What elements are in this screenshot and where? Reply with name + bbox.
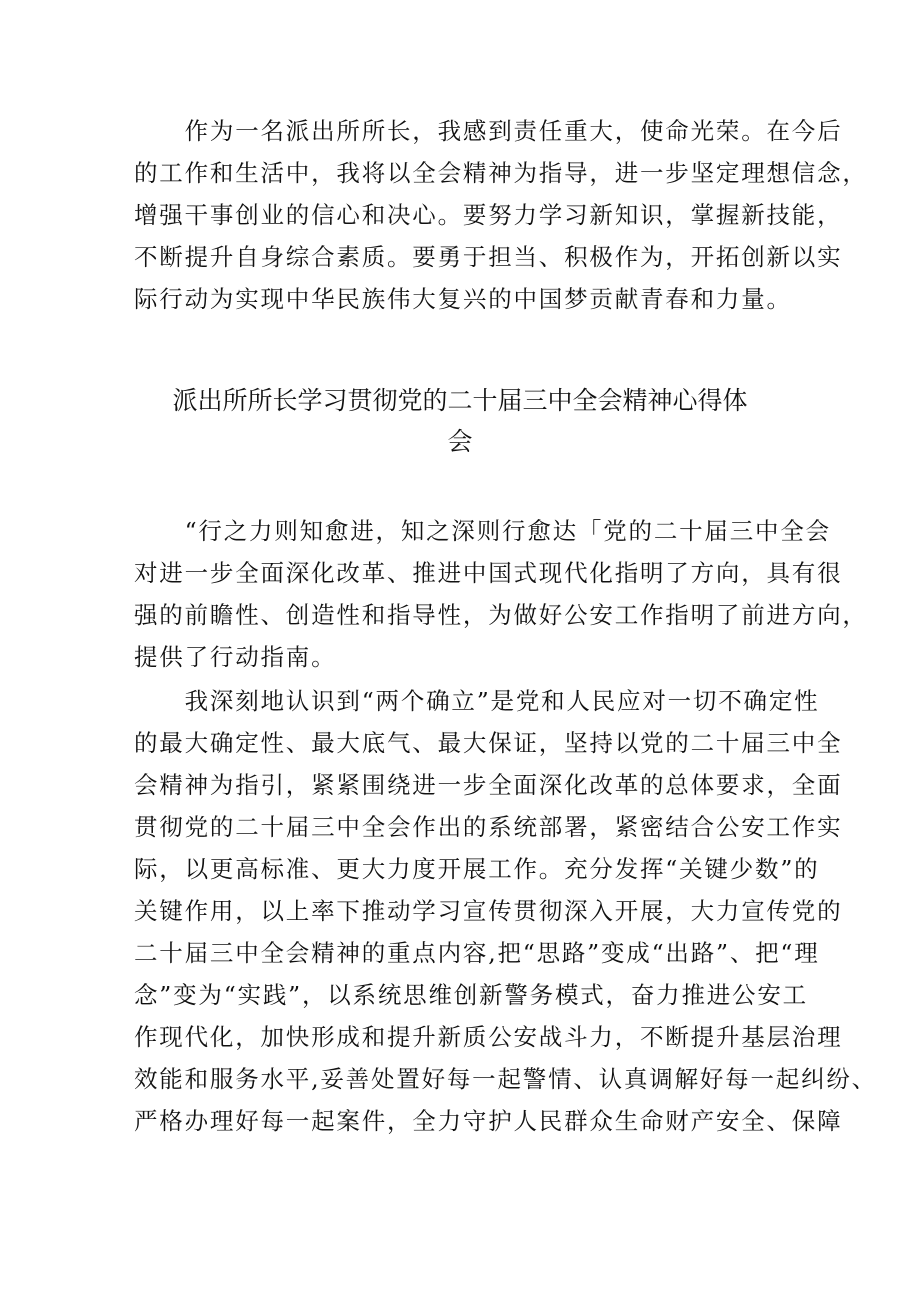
paragraph-3-line-1: 我深刻地认识到“两个确立”是党和人民应对一切不确定性 [134,687,820,715]
paragraph-3-line-8: 念”变为“实践”，以系统思维创新警务模式，奋力推进公安工 [134,981,808,1009]
paragraph-1-line-3: 增强干事创业的信心和决心。要努力学习新知识，掌握新技能， [134,201,843,229]
paragraph-3-line-5: 际，以更高标准、更大力度开展工作。充分发挥“关键少数”的 [134,855,820,883]
paragraph-1-line-2: 的工作和生活中，我将以全会精神为指导，进一步坚定理想信念， [134,159,868,187]
paragraph-1-line-4: 不断提升自身综合素质。要勇于担当、积极作为，开拓创新以实 [134,243,843,271]
paragraph-2-line-3: 强的前瞻性、创造性和指导性，为做好公安工作指明了前进方向， [134,601,868,629]
paragraph-2-line-4: 提供了行动指南。 [134,643,337,671]
article-title-line-2: 会 [447,427,473,456]
paragraph-3-line-4: 贯彻党的二十届三中全会作出的系统部署，紧密结合公安工作实 [134,813,843,841]
paragraph-3-line-6: 关键作用，以上率下推动学习宣传贯彻深入开展，大力宣传党的 [134,897,843,925]
paragraph-3-line-11: 严格办理好每一起案件，全力守护人民群众生命财产安全、保障 [134,1107,843,1135]
article-title-line-1: 派出所所长学习贯彻党的二十届三中全会精神心得体 [172,386,748,415]
paragraph-2-line-1: “行之力则知愈进，知之深则行愈达「党的二十届三中全会 [134,517,831,545]
paragraph-3-line-7: 二十届三中全会精神的重点内容,把“思路”变成“出路”、把“理 [134,939,820,967]
paragraph-1-line-1: 作为一名派出所所长，我感到责任重大，使命光荣。在今后 [134,117,843,145]
paragraph-3-line-2: 的最大确定性、最大底气、最大保证，坚持以党的二十届三中全 [134,729,843,757]
paragraph-3-line-10: 效能和服务水平,妥善处置好每一起警情、认真调解好每一起纠纷、 [134,1065,877,1093]
paragraph-3-line-9: 作现代化，加快形成和提升新质公安战斗力，不断提升基层治理 [134,1023,843,1051]
paragraph-3-line-3: 会精神为指引，紧紧围绕进一步全面深化改革的总体要求，全面 [134,771,843,799]
paragraph-1-line-5: 际行动为实现中华民族伟大复兴的中国梦贡献青春和力量。 [134,285,792,313]
paragraph-2-line-2: 对进一步全面深化改革、推进中国式现代化指明了方向，具有很 [134,559,843,587]
